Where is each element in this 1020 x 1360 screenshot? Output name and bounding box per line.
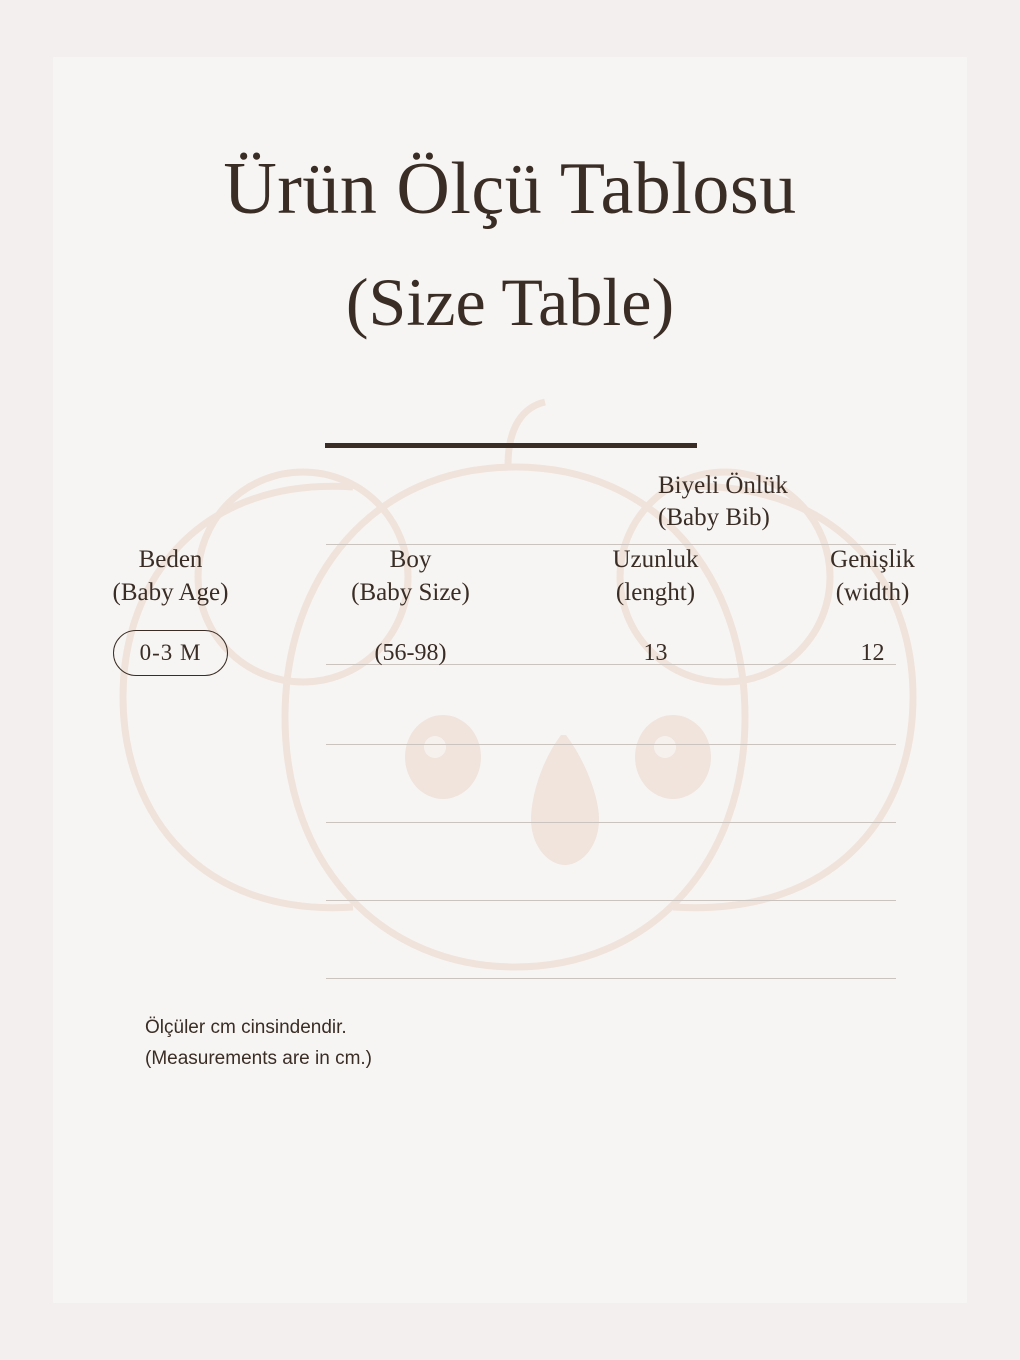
note-english: (Measurements are in cm.) — [145, 1048, 373, 1070]
table-row-empty — [53, 743, 967, 803]
title-turkish: Ürün Ölçü Tablosu — [223, 148, 797, 230]
cell-empty — [53, 803, 288, 863]
title-divider — [325, 443, 697, 448]
product-group-header — [658, 470, 928, 534]
column-header-baby-size-tr: Boy — [389, 546, 432, 573]
column-header-baby-age-tr: Beden — [138, 546, 203, 573]
cell-length: 13 — [643, 639, 668, 666]
cell-empty — [288, 743, 533, 803]
column-header-length-tr: Uzunluk — [612, 546, 699, 573]
cell-width: 12 — [860, 639, 885, 666]
group-header-english: (Baby Bib) — [658, 504, 770, 531]
cell-empty — [53, 743, 288, 803]
table-header-row — [53, 544, 967, 623]
column-header-baby-age-en: (Baby Age) — [112, 578, 229, 606]
table-row-empty — [53, 803, 967, 863]
table-rule-row4 — [326, 978, 896, 979]
table-row-empty — [53, 683, 967, 743]
group-header-turkish: Biyeli Önlük — [658, 472, 788, 499]
column-header-baby-size-en: (Baby Size) — [351, 578, 470, 606]
title-english: (Size Table) — [345, 264, 675, 340]
cell-empty — [533, 683, 778, 743]
size-table-page — [53, 57, 967, 1303]
column-header-length-en: (lenght) — [615, 578, 696, 606]
cell-empty — [533, 743, 778, 803]
table-row — [53, 623, 967, 683]
column-header-width-tr: Genişlik — [830, 546, 915, 573]
cell-empty — [53, 683, 288, 743]
page-title — [53, 148, 967, 340]
cell-baby-size: (56-98) — [374, 639, 447, 666]
column-header-width — [778, 544, 967, 623]
cell-empty — [778, 803, 967, 863]
cell-empty — [533, 803, 778, 863]
age-badge: 0-3 M — [113, 630, 229, 676]
cell-empty — [778, 683, 967, 743]
cell-empty — [288, 683, 533, 743]
cell-empty — [778, 743, 967, 803]
column-header-baby-size — [288, 544, 533, 623]
column-header-baby-age — [53, 544, 288, 623]
cell-empty — [288, 803, 533, 863]
cell-baby-age — [53, 623, 288, 683]
column-header-width-en: (width) — [835, 578, 910, 606]
note-turkish: Ölçüler cm cinsindendir. — [145, 1017, 347, 1038]
table-rule-row3 — [326, 900, 896, 901]
size-table — [53, 544, 967, 863]
measurement-note — [145, 1012, 372, 1075]
column-header-length — [533, 544, 778, 623]
